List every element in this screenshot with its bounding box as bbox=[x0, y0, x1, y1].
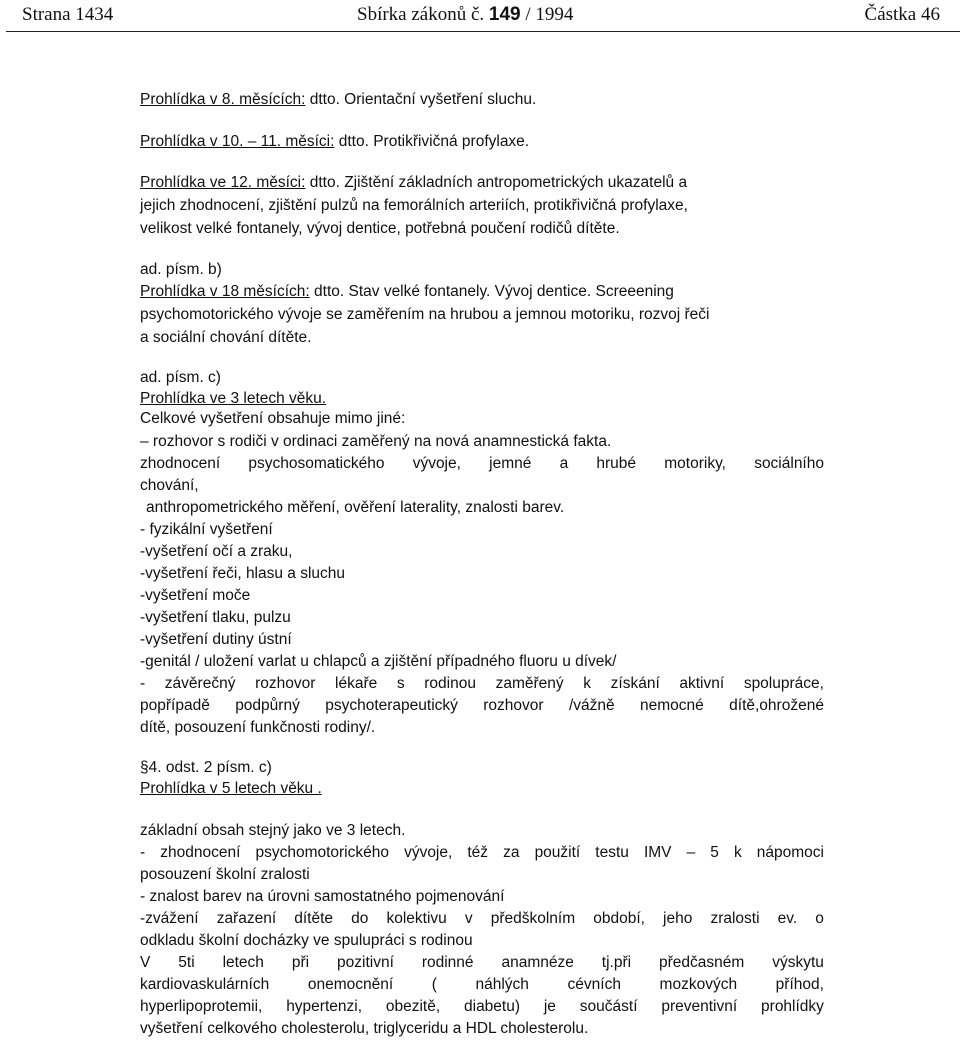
list-item-justified bbox=[140, 843, 824, 864]
word: nápomoci bbox=[756, 844, 824, 861]
word: rodinné bbox=[421, 954, 474, 971]
word: popřípadě bbox=[140, 697, 210, 714]
word: kardiovaskulárních bbox=[140, 976, 270, 993]
exam-heading: Prohlídka v 18 měsících: bbox=[140, 283, 310, 300]
list-item-justified bbox=[140, 674, 824, 695]
word: hypertenzi, bbox=[286, 998, 363, 1015]
word: ( bbox=[431, 976, 437, 993]
word: zhodnocení bbox=[160, 844, 241, 861]
word: podpůrný bbox=[235, 697, 300, 714]
word: příhod, bbox=[775, 976, 824, 993]
exam-heading: Prohlídka ve 12. měsíci: bbox=[140, 174, 306, 191]
word: při bbox=[291, 954, 310, 971]
word: náhlých bbox=[475, 976, 529, 993]
word: prohlídky bbox=[761, 998, 824, 1015]
word: jeho bbox=[663, 910, 693, 927]
collection-number: 149 bbox=[488, 4, 521, 25]
word: – bbox=[686, 844, 696, 861]
word: vývoje, bbox=[404, 844, 453, 861]
exam-text: dtto. Orientační vyšetření sluchu. bbox=[305, 91, 537, 108]
word: v bbox=[464, 910, 473, 927]
word: předškolním bbox=[490, 910, 576, 927]
word: nemocné bbox=[640, 697, 704, 714]
text-line: dítě, posouzení funkčnosti rodiny/. bbox=[140, 719, 376, 736]
word: diabetu) bbox=[464, 998, 521, 1015]
word: 5ti bbox=[178, 954, 195, 971]
word: tj.při bbox=[601, 954, 632, 971]
word: - bbox=[140, 844, 146, 861]
word: psychoterapeutický bbox=[325, 697, 458, 714]
word: IMV bbox=[643, 844, 672, 861]
collection-year: / 1994 bbox=[525, 4, 574, 25]
word: rozhovor bbox=[255, 675, 316, 692]
word: je bbox=[543, 998, 556, 1015]
word: s bbox=[396, 675, 405, 692]
word: k bbox=[583, 675, 592, 692]
word: aktivní bbox=[679, 675, 725, 692]
word: ev. bbox=[777, 910, 798, 927]
list-item: -vyšetření dutiny ústní bbox=[140, 631, 292, 648]
word: zařazení bbox=[216, 910, 277, 927]
text-line: jejich zhodnocení, zjištění pulzů na femorálních arteriích, protikřivičná profylaxe, bbox=[140, 197, 688, 214]
word: spolupráce, bbox=[743, 675, 824, 692]
word: cévních bbox=[567, 976, 621, 993]
section-label: ad. písm. b) bbox=[140, 261, 222, 278]
word: vývoje, bbox=[412, 455, 461, 472]
exam-heading: Prohlídka v 8. měsících: bbox=[140, 91, 306, 108]
list-item: -vyšetření tlaku, pulzu bbox=[140, 609, 291, 626]
list-item-justified bbox=[140, 909, 824, 930]
text-line: a sociální chování dítěte. bbox=[140, 329, 312, 346]
word: anamnéze bbox=[501, 954, 574, 971]
word: dítěte bbox=[294, 910, 334, 927]
word: obezitě, bbox=[385, 998, 441, 1015]
word: předčasném bbox=[658, 954, 745, 971]
word: hrubé bbox=[596, 455, 637, 472]
word: rozhovor bbox=[483, 697, 544, 714]
word: sociálního bbox=[754, 455, 824, 472]
word: do bbox=[351, 910, 369, 927]
text-line: velikost velké fontanely, vývoj dentice, potřebná poučení rodičů dítěte. bbox=[140, 220, 620, 237]
word: závěrečný bbox=[164, 675, 236, 692]
word: a bbox=[559, 455, 569, 472]
word: zhodnocení bbox=[140, 455, 221, 472]
word: psychosomatického bbox=[248, 455, 385, 472]
word: o bbox=[815, 910, 824, 927]
word: hyperlipoprotemii, bbox=[140, 998, 263, 1015]
word: k bbox=[733, 844, 742, 861]
word: výskytu bbox=[772, 954, 824, 971]
word: psychomotorického bbox=[255, 844, 389, 861]
line-exam-12-months bbox=[140, 173, 687, 194]
list-item: -vyšetření moče bbox=[140, 587, 251, 604]
text-line-justified bbox=[140, 696, 824, 717]
word: testu bbox=[595, 844, 629, 861]
collection-title bbox=[357, 4, 573, 26]
word: motoriky, bbox=[664, 455, 726, 472]
exam-heading-5-years: Prohlídka v 5 letech věku . bbox=[140, 780, 322, 797]
word: za bbox=[503, 844, 520, 861]
text-line: posouzení školní zralosti bbox=[140, 866, 310, 883]
exam-text: dtto. Protikřivičná profylaxe. bbox=[334, 133, 530, 150]
text-line: Celkové vyšetření obsahuje mimo jiné: bbox=[140, 410, 406, 427]
word: zralosti bbox=[710, 910, 760, 927]
word: preventivní bbox=[661, 998, 738, 1015]
word: dítě,ohrožené bbox=[729, 697, 824, 714]
text-line: psychomotorického vývoje se zaměřením na hrubou a jemnou motoriku, rozvoj řeči bbox=[140, 306, 710, 323]
word: součástí bbox=[579, 998, 638, 1015]
text-line-justified bbox=[140, 953, 824, 974]
text-line: – rozhovor s rodiči v ordinaci zaměřený na nová anamnestická fakta. bbox=[140, 433, 612, 450]
list-item: - fyzikální vyšetření bbox=[140, 521, 273, 538]
word: /vážně bbox=[568, 697, 615, 714]
word: zaměřený bbox=[495, 675, 564, 692]
page-number: Strana 1434 bbox=[22, 4, 114, 25]
text-line: základní obsah stejný jako ve 3 letech. bbox=[140, 822, 406, 839]
text-line-justified bbox=[140, 975, 824, 996]
text-line-justified bbox=[140, 997, 824, 1018]
exam-heading-3-years: Prohlídka ve 3 letech věku. bbox=[140, 390, 327, 407]
word: získání bbox=[610, 675, 660, 692]
section-label: §4. odst. 2 písm. c) bbox=[140, 759, 272, 776]
word: 5 bbox=[710, 844, 719, 861]
word: letech bbox=[222, 954, 264, 971]
line-exam-8-months bbox=[140, 90, 536, 111]
list-item: - znalost barev na úrovni samostatného pojmenování bbox=[140, 888, 505, 905]
word: pozitivní bbox=[337, 954, 394, 971]
issue-number: Částka 46 bbox=[864, 4, 940, 25]
word: jemné bbox=[489, 455, 532, 472]
word: mozkových bbox=[659, 976, 738, 993]
word: - bbox=[140, 675, 146, 692]
text-line: vyšetření celkového cholesterolu, triglyceridu a HDL cholesterolu. bbox=[140, 1020, 589, 1037]
collection-prefix: Sbírka zákonů č. bbox=[357, 4, 485, 25]
word: též bbox=[467, 844, 489, 861]
word: -zvážení bbox=[140, 910, 199, 927]
word: použití bbox=[534, 844, 581, 861]
line-exam-18-months bbox=[140, 282, 674, 303]
text-line: chování, bbox=[140, 477, 199, 494]
list-item: -vyšetření řeči, hlasu a sluchu bbox=[140, 565, 346, 582]
exam-text: dtto. Zjištění základních antropometrických ukazatelů a bbox=[305, 174, 688, 191]
list-item: -genitál / uložení varlat u chlapců a zjištění případného fluoru u dívek/ bbox=[140, 653, 617, 670]
section-label: ad. písm. c) bbox=[140, 369, 221, 386]
word: V bbox=[140, 954, 151, 971]
text-line: anthropometrického měření, ověření laterality, znalosti barev. bbox=[146, 499, 565, 516]
header-rule bbox=[6, 31, 960, 32]
exam-text: dtto. Stav velké fontanely. Vývoj dentice. Screeening bbox=[309, 283, 674, 300]
text-line: odkladu školní docházky ve spulupráci s rodinou bbox=[140, 932, 473, 949]
text-line-justified bbox=[140, 454, 824, 475]
exam-heading: Prohlídka v 10. – 11. měsíci: bbox=[140, 133, 335, 150]
word: rodinou bbox=[424, 675, 476, 692]
word: onemocnění bbox=[307, 976, 394, 993]
page-header bbox=[0, 0, 960, 30]
word: kolektivu bbox=[386, 910, 447, 927]
list-item: -vyšetření očí a zraku, bbox=[140, 543, 293, 560]
word: období, bbox=[593, 910, 645, 927]
word: lékaře bbox=[335, 675, 378, 692]
line-exam-10-11-months bbox=[140, 132, 529, 153]
